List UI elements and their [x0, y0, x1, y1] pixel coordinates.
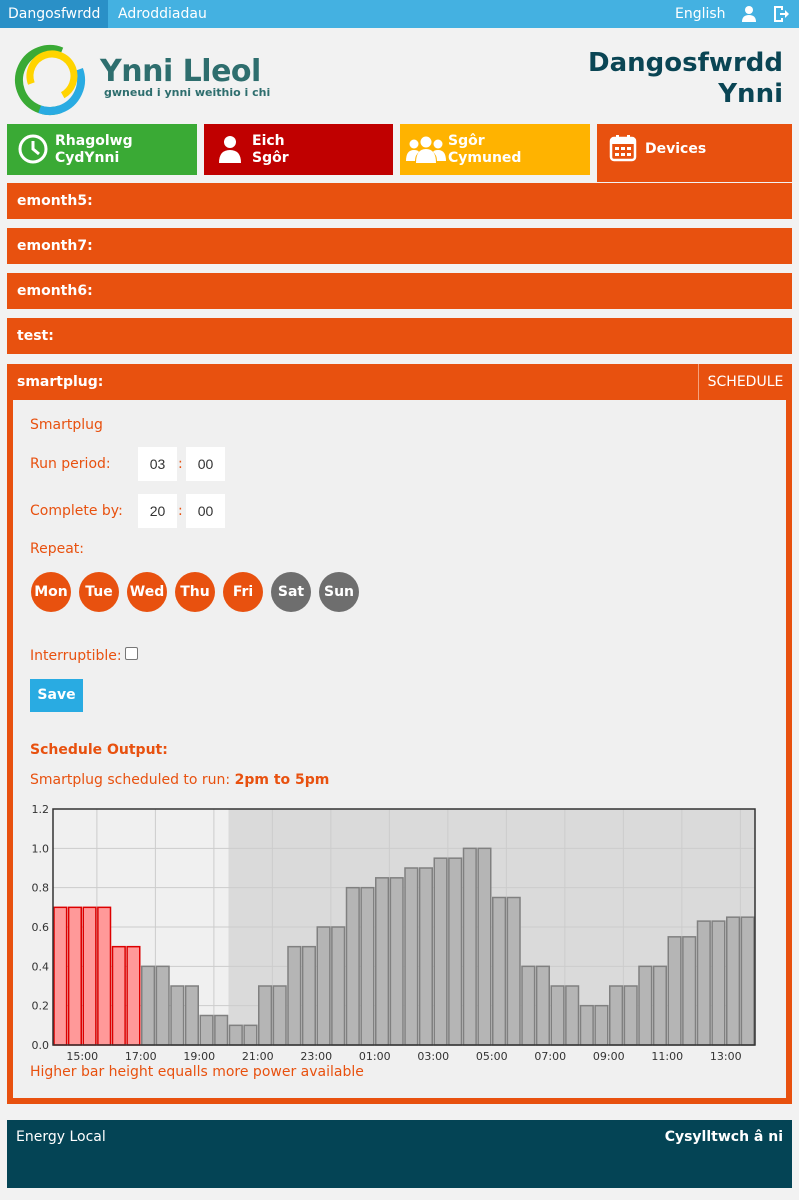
y-tick-label: 0.4: [31, 960, 49, 974]
x-tick-label: 23:00: [300, 1050, 333, 1063]
tab-your-score[interactable]: [204, 124, 393, 175]
schedule-button[interactable]: SCHEDULE: [698, 364, 792, 400]
clock-icon: [17, 133, 49, 165]
footer: [7, 1120, 792, 1188]
power-bar: [420, 868, 433, 1045]
power-bar: [522, 966, 535, 1045]
scheduled-summary: [30, 772, 329, 788]
scheduled-time: 2pm to 5pm: [234, 772, 330, 788]
power-bar: [551, 986, 564, 1045]
x-tick-label: 07:00: [534, 1050, 567, 1063]
save-button[interactable]: Save: [30, 679, 83, 712]
power-bar: [215, 1016, 228, 1046]
x-tick-label: 11:00: [651, 1050, 684, 1063]
power-bar: [288, 947, 301, 1045]
tab-forecast-line2: CydYnni: [55, 150, 120, 166]
complete-by-colon: :: [178, 503, 183, 519]
complete-by-minutes-input[interactable]: [186, 494, 225, 528]
power-bar: [347, 888, 360, 1045]
power-bar: [624, 986, 637, 1045]
footer-brand: Energy Local: [16, 1129, 106, 1145]
device-emonth7[interactable]: emonth7:: [7, 228, 792, 264]
power-bar: [668, 937, 681, 1045]
run-period-label: Run period:: [30, 456, 111, 472]
tab-devices[interactable]: [597, 124, 792, 182]
day-toggle-thu[interactable]: Thu: [175, 572, 215, 612]
scheduled-bar: [54, 907, 67, 1045]
x-tick-label: 03:00: [417, 1050, 450, 1063]
power-bar: [361, 888, 374, 1045]
tab-forecast-label: [55, 133, 133, 167]
y-tick-label: 0.6: [31, 921, 49, 934]
power-bar: [273, 986, 286, 1045]
power-bar: [405, 868, 418, 1045]
group-icon: [406, 133, 446, 165]
x-tick-label: 19:00: [183, 1050, 216, 1063]
day-toggle-mon[interactable]: Mon: [31, 572, 71, 612]
tab-forecast-line1: Rhagolwg: [55, 133, 133, 149]
power-bar: [390, 878, 403, 1045]
tab-community-score-line1: Sgôr: [448, 133, 485, 149]
logout-icon[interactable]: [771, 4, 791, 24]
tab-devices-line1: Devices: [645, 141, 707, 157]
power-bar: [741, 917, 754, 1045]
chart-caption: Higher bar height equalls more power available: [30, 1064, 364, 1080]
logo-name: Ynni Lleol: [100, 54, 261, 89]
power-bar: [507, 898, 520, 1046]
scheduled-bar: [127, 947, 140, 1045]
scheduled-bar: [113, 947, 126, 1045]
tab-forecast[interactable]: [7, 124, 197, 175]
tab-your-score-label: [252, 133, 289, 167]
power-bar: [230, 1025, 243, 1045]
power-bar: [683, 937, 696, 1045]
nav-reports-link[interactable]: Adroddiadau: [118, 6, 207, 22]
power-bar: [332, 927, 345, 1045]
scheduled-bar: [98, 907, 111, 1045]
scheduled-bar: [69, 907, 82, 1045]
user-icon[interactable]: [739, 4, 759, 24]
page-title-line2: Ynni: [718, 79, 783, 109]
power-bar: [376, 878, 389, 1045]
x-tick-label: 15:00: [66, 1050, 99, 1063]
x-tick-label: 17:00: [124, 1050, 157, 1063]
power-bar: [171, 986, 184, 1045]
power-bar: [186, 986, 199, 1045]
power-bar: [244, 1025, 257, 1045]
y-tick-label: 1.0: [31, 842, 49, 856]
power-bar: [712, 921, 725, 1045]
y-tick-label: 0.0: [31, 1039, 49, 1052]
y-tick-label: 0.8: [31, 881, 49, 895]
device-emonth5[interactable]: emonth5:: [7, 183, 792, 219]
power-bar: [566, 986, 579, 1045]
top-navbar: [0, 0, 799, 28]
calendar-icon: [609, 134, 637, 162]
x-tick-label: 09:00: [592, 1050, 625, 1063]
power-bar: [727, 917, 740, 1045]
day-toggle-sun[interactable]: Sun: [319, 572, 359, 612]
page-title: [588, 48, 783, 110]
tab-your-score-line1: Eich: [252, 133, 285, 149]
power-bar: [595, 1006, 608, 1045]
schedule-output-title: Schedule Output:: [30, 742, 168, 758]
tab-devices-label: [645, 141, 706, 158]
x-tick-label: 01:00: [358, 1050, 391, 1063]
complete-by-hours-input[interactable]: [138, 494, 177, 528]
device-test[interactable]: test:: [7, 318, 792, 354]
power-bar: [581, 1006, 594, 1045]
power-bar: [493, 898, 506, 1046]
scheduled-text: Smartplug scheduled to run:: [30, 772, 231, 788]
x-tick-label: 21:00: [241, 1050, 274, 1063]
power-bar: [639, 966, 652, 1045]
power-bar: [654, 966, 667, 1045]
x-tick-label: 13:00: [709, 1050, 742, 1063]
power-bar: [610, 986, 623, 1045]
day-toggle-fri[interactable]: Fri: [223, 572, 263, 612]
power-bar: [478, 848, 491, 1045]
person-icon: [214, 133, 246, 165]
x-tick-label: 05:00: [475, 1050, 508, 1063]
power-bar: [200, 1016, 213, 1046]
y-tick-label: 0.2: [31, 999, 49, 1013]
power-bar: [142, 966, 155, 1045]
language-link[interactable]: English: [675, 6, 726, 22]
scheduled-bar: [83, 907, 96, 1045]
day-toggle-tue[interactable]: Tue: [79, 572, 119, 612]
power-bar: [156, 966, 169, 1045]
power-bar: [259, 986, 272, 1045]
day-toggle-sat[interactable]: Sat: [271, 572, 311, 612]
schedule-chart: [22, 800, 762, 1070]
power-bar: [464, 848, 477, 1045]
tab-community-score[interactable]: [400, 124, 590, 175]
interruptible-label: Interruptible:: [30, 648, 122, 664]
power-bar: [317, 927, 330, 1045]
smartplug-name: Smartplug: [30, 417, 103, 433]
nav-dashboard-link[interactable]: Dangosfwrdd: [0, 0, 108, 28]
run-period-colon: :: [178, 456, 183, 472]
complete-by-label: Complete by:: [30, 503, 123, 519]
schedule-chart-svg: [22, 800, 762, 1070]
page-title-line1: Dangosfwrdd: [588, 48, 783, 78]
logo-tagline: gwneud i ynni weithio i chi: [104, 86, 271, 99]
power-bar: [303, 947, 316, 1045]
day-toggle-wed[interactable]: Wed: [127, 572, 167, 612]
power-bar: [434, 858, 447, 1045]
repeat-label: Repeat:: [30, 541, 84, 557]
power-bar: [698, 921, 711, 1045]
smartplug-header[interactable]: smartplug:: [17, 374, 104, 390]
tab-community-score-label: [448, 133, 521, 167]
power-bar: [537, 966, 550, 1045]
y-tick-label: 1.2: [31, 803, 49, 816]
tab-your-score-line2: Sgôr: [252, 150, 289, 166]
run-period-minutes-input[interactable]: [186, 447, 225, 481]
device-emonth6[interactable]: emonth6:: [7, 273, 792, 309]
interruptible-checkbox[interactable]: [125, 647, 138, 660]
contact-link[interactable]: Cysylltwch â ni: [664, 1129, 783, 1145]
power-bar: [449, 858, 462, 1045]
tab-community-score-line2: Cymuned: [448, 150, 522, 166]
run-period-hours-input[interactable]: [138, 447, 177, 481]
